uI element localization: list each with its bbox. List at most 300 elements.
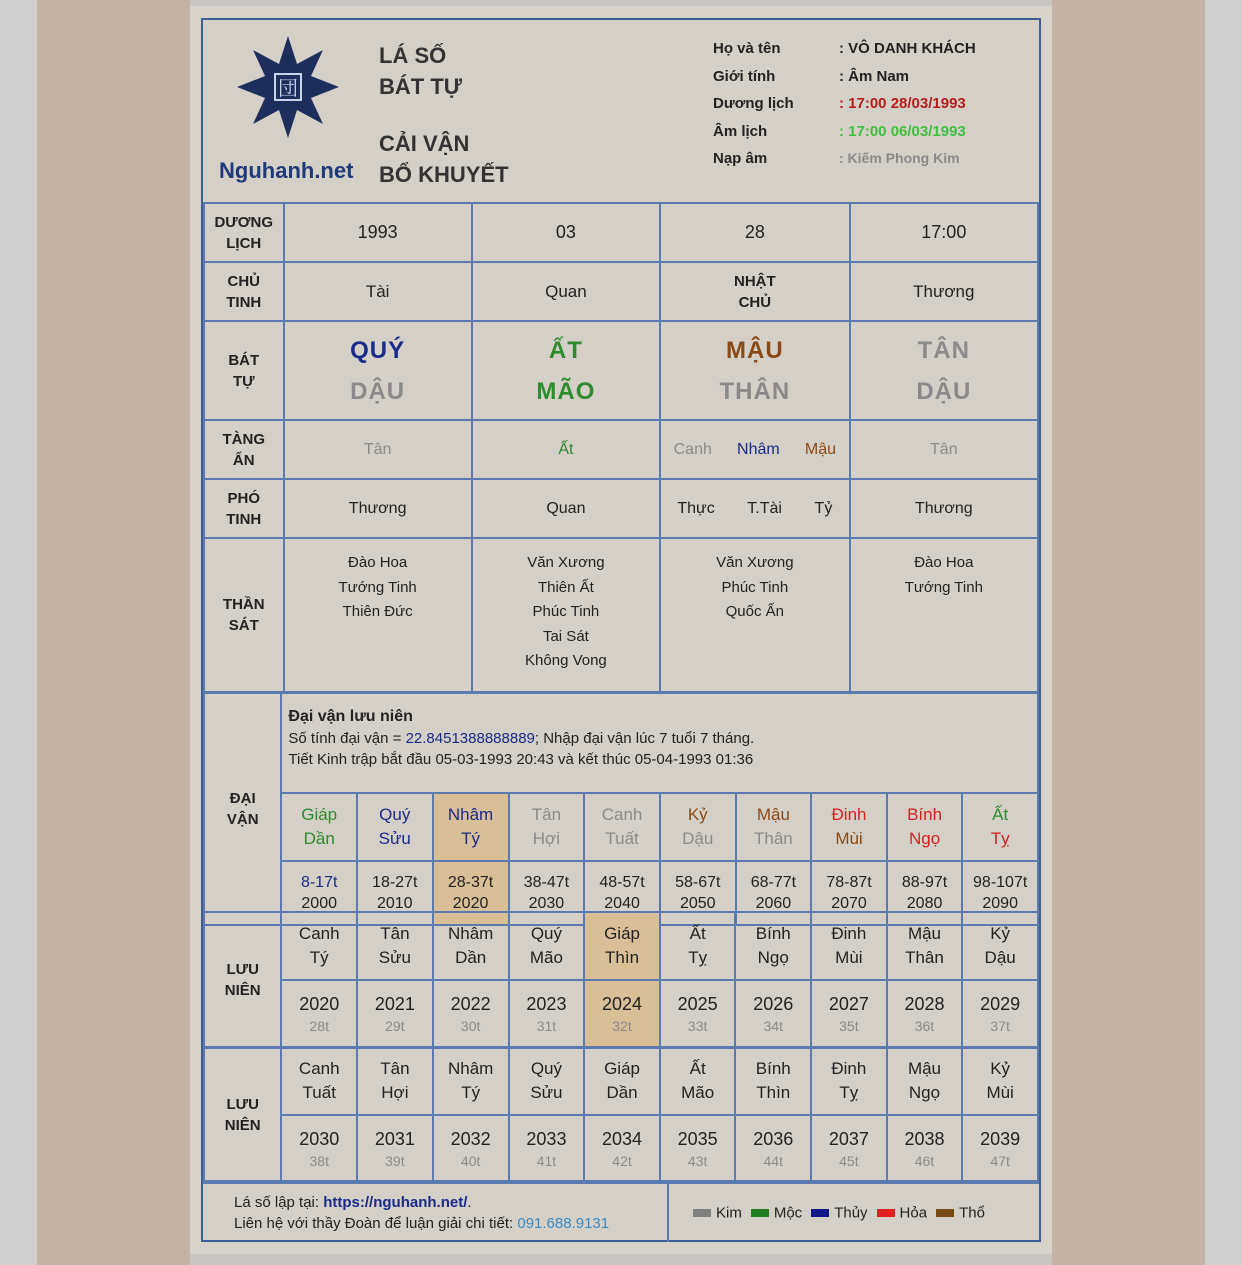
annual-year-cell[interactable] bbox=[433, 980, 509, 1048]
annual-age: 45t bbox=[839, 1153, 859, 1169]
chu-tinh-row-cell bbox=[472, 262, 660, 321]
annual-year-cell[interactable] bbox=[887, 1115, 963, 1183]
annual-year-cell[interactable] bbox=[281, 980, 357, 1048]
row-label-text: PHÓ bbox=[227, 489, 261, 507]
legend-swatch bbox=[936, 1209, 954, 1217]
dai-van-info-row bbox=[204, 693, 1038, 793]
annual-branch: Dần bbox=[455, 948, 487, 967]
annual-branch: Tuất bbox=[302, 1083, 336, 1102]
annual-year: 2028 bbox=[904, 994, 945, 1014]
annual-pillar-cell[interactable] bbox=[811, 1047, 887, 1115]
annual-stem: Giáp bbox=[604, 1059, 640, 1078]
website-link[interactable]: https://nguhanh.net/ bbox=[323, 1194, 468, 1211]
cycle-branch: Thân bbox=[754, 829, 793, 848]
row-label-text: TÀNG bbox=[222, 430, 265, 448]
annual-branch: Ngọ bbox=[908, 1083, 941, 1102]
annual-year-row bbox=[204, 1115, 1038, 1183]
annual-year: 2021 bbox=[374, 994, 415, 1014]
row-label bbox=[204, 321, 284, 420]
annual-age: 40t bbox=[460, 1153, 481, 1169]
annual-stem: Bính bbox=[755, 1059, 791, 1078]
la-so-sheet bbox=[201, 18, 1041, 1242]
secondary-star: Quan bbox=[546, 499, 586, 517]
annual-branch: Ngọ bbox=[757, 948, 789, 967]
earthly-branch: DẬU bbox=[916, 377, 972, 405]
cycle-year: 2010 bbox=[376, 895, 413, 912]
row-label-text: BÁT bbox=[228, 351, 260, 369]
cycle-stem: Kỷ bbox=[687, 805, 708, 824]
pho-tinh-row-cell bbox=[850, 479, 1038, 538]
earthly-branch: THÂN bbox=[719, 377, 791, 405]
annual-pillar-cell[interactable] bbox=[962, 912, 1038, 980]
cycle-age: 48-57t bbox=[599, 874, 645, 891]
site-name: Nguhanh.net bbox=[219, 158, 354, 183]
annual-stem: Tân bbox=[380, 924, 410, 943]
annual-age: 43t bbox=[687, 1153, 708, 1169]
secondary-star: Thực bbox=[677, 499, 715, 517]
dai-van-calc-line bbox=[288, 728, 1037, 749]
bat-tu-row-cell bbox=[850, 321, 1038, 420]
info-row bbox=[713, 95, 1033, 123]
cycle-stem: Quý bbox=[379, 805, 411, 824]
annual-branch: Dậu bbox=[984, 948, 1016, 967]
tang-an-row bbox=[204, 420, 1038, 479]
annual-branch: Thìn bbox=[605, 948, 640, 967]
cycle-cell[interactable] bbox=[887, 793, 963, 861]
annual-stem-row bbox=[204, 1047, 1038, 1115]
annual-pillar-cell[interactable] bbox=[962, 1047, 1038, 1115]
annual-year-cell[interactable] bbox=[433, 1115, 509, 1183]
row-label-text: LƯU bbox=[226, 1096, 259, 1113]
legend-swatch bbox=[693, 1209, 711, 1217]
legend-item bbox=[811, 1204, 867, 1221]
row-label bbox=[204, 203, 284, 262]
annual-age: 39t bbox=[385, 1153, 405, 1169]
annual-stem-row bbox=[204, 912, 1038, 980]
duong-lich-row bbox=[204, 203, 1038, 262]
row-label bbox=[204, 912, 281, 1048]
legend-label: Kim bbox=[716, 1204, 742, 1222]
annual-pillar-cell[interactable] bbox=[887, 1047, 963, 1115]
annual-pillar-cell[interactable] bbox=[584, 912, 660, 980]
annual-branch: Tý bbox=[309, 948, 329, 967]
cycle-year: 2020 bbox=[452, 895, 489, 912]
annual-year: 2026 bbox=[753, 994, 794, 1014]
secondary-star: Thương bbox=[914, 499, 973, 517]
info-value: : Kiếm Phong Kim bbox=[839, 150, 960, 166]
cycle-cell[interactable] bbox=[736, 793, 812, 861]
annual-branch: Tý bbox=[461, 1083, 481, 1102]
spirit-star: Thiên Đức bbox=[342, 603, 413, 621]
annual-stem: Kỷ bbox=[990, 1059, 1011, 1078]
annual-age: 36t bbox=[914, 1018, 935, 1034]
annual-age: 47t bbox=[990, 1153, 1010, 1169]
info-value: : 17:00 28/03/1993 bbox=[839, 95, 966, 112]
day-master-label: NHẬT bbox=[734, 272, 776, 290]
solar-value: 28 bbox=[744, 222, 765, 242]
cycle-cell[interactable] bbox=[433, 793, 509, 861]
legend-swatch bbox=[811, 1209, 829, 1217]
annual-year: 2039 bbox=[980, 1129, 1021, 1149]
annual-pillar-cell[interactable] bbox=[660, 1047, 736, 1115]
earthly-branch: MÃO bbox=[536, 377, 596, 405]
hidden-stem: Tân bbox=[363, 440, 392, 458]
info-label: Dương lịch bbox=[713, 95, 794, 112]
cycle-branch: Dậu bbox=[682, 829, 714, 848]
annual-year-cell[interactable] bbox=[811, 1115, 887, 1183]
annual-branch: Sửu bbox=[378, 948, 411, 967]
page-margin-right bbox=[1205, 0, 1242, 1265]
annual-branch: Thìn bbox=[756, 1083, 791, 1102]
tang-an-row-cell bbox=[284, 420, 472, 479]
cycle-cell[interactable] bbox=[281, 793, 357, 861]
annual-year: 2036 bbox=[753, 1129, 794, 1149]
annual-pillar-cell[interactable] bbox=[509, 1047, 585, 1115]
hidden-stem: Nhâm bbox=[737, 440, 780, 458]
annual-age: 31t bbox=[536, 1018, 557, 1034]
legend-item bbox=[936, 1204, 985, 1221]
annual-year-cell[interactable] bbox=[357, 980, 433, 1048]
row-label-text: VẬN bbox=[226, 811, 259, 828]
annual-year: 2027 bbox=[828, 994, 869, 1014]
chu-tinh-row-cell bbox=[284, 262, 472, 321]
info-value: : VÔ DANH KHÁCH bbox=[839, 40, 976, 57]
cycle-age: 38-47t bbox=[523, 874, 570, 891]
cycle-year: 2000 bbox=[301, 895, 337, 912]
page-margin-left bbox=[0, 0, 37, 1265]
annual-stem: Ất bbox=[689, 924, 706, 943]
annual-branch: Tỵ bbox=[839, 1083, 859, 1102]
annual-pillar-cell[interactable] bbox=[281, 912, 357, 980]
contact-prefix: Liên hệ với thầy Đoàn để luận giải chi tiết: bbox=[234, 1215, 518, 1232]
spirit-star: Phúc Tinh bbox=[532, 603, 600, 621]
personal-info bbox=[713, 40, 1033, 178]
cycle-stem: Nhâm bbox=[447, 805, 494, 824]
annual-age: 35t bbox=[839, 1018, 859, 1034]
annual-branch: Thân bbox=[905, 948, 944, 967]
annual-year: 2031 bbox=[374, 1129, 415, 1149]
info-value: : 17:00 06/03/1993 bbox=[839, 122, 966, 140]
spirit-star: Không Vong bbox=[525, 652, 607, 670]
annual-stem: Quý bbox=[530, 1059, 563, 1078]
chu-tinh-row bbox=[204, 262, 1038, 321]
footer bbox=[203, 1180, 1039, 1242]
cycle-age: 88-97t bbox=[901, 874, 948, 891]
info-label: Họ và tên bbox=[713, 40, 781, 57]
dai-van-info bbox=[281, 693, 1038, 793]
cycle-year: 2030 bbox=[528, 895, 565, 912]
row-label bbox=[204, 479, 284, 538]
annual-year: 2037 bbox=[828, 1129, 869, 1149]
annual-stem: Mậu bbox=[907, 924, 942, 943]
solar-value: 17:00 bbox=[921, 222, 967, 242]
heavenly-stem: TÂN bbox=[917, 336, 970, 364]
annual-stem: Quý bbox=[530, 924, 563, 943]
secondary-stars bbox=[851, 500, 1037, 518]
annual-year-cell[interactable] bbox=[887, 980, 963, 1048]
spirit-star: Quốc Ấn bbox=[725, 603, 785, 621]
legend-label: Hỏa bbox=[899, 1204, 928, 1222]
pho-tinh-row bbox=[204, 479, 1038, 538]
annual-branch: Mùi bbox=[835, 948, 863, 967]
row-label bbox=[204, 262, 284, 321]
chu-tinh-row-cell bbox=[850, 262, 1038, 321]
annual-age: 38t bbox=[309, 1153, 329, 1169]
pho-tinh-row-cell bbox=[472, 479, 660, 538]
annual-year-cell[interactable] bbox=[509, 1115, 585, 1183]
cycle-age: 68-77t bbox=[750, 874, 797, 891]
cycle-stem: Tân bbox=[531, 805, 562, 824]
dai-van-heading: Đại vận lưu niên bbox=[288, 708, 413, 725]
annual-year: 2038 bbox=[904, 1129, 945, 1149]
calc-prefix: Số tính đại vận = bbox=[288, 730, 406, 747]
annual-age: 42t bbox=[612, 1153, 632, 1169]
annual-year: 2035 bbox=[677, 1129, 718, 1149]
legend-swatch bbox=[751, 1209, 769, 1217]
cycle-cell[interactable] bbox=[584, 793, 660, 861]
phone-link[interactable]: 091.688.9131 bbox=[517, 1215, 610, 1232]
annual-pillar-cell[interactable] bbox=[735, 1047, 811, 1115]
cycle-age: 28-37t bbox=[447, 874, 494, 891]
annual-age: 44t bbox=[763, 1153, 783, 1169]
annual-year: 2024 bbox=[602, 994, 643, 1014]
row-label-text: ẨN bbox=[232, 451, 255, 469]
annual-pillar-cell[interactable] bbox=[357, 912, 433, 980]
spirit-star: Tai Sát bbox=[542, 627, 589, 645]
main-star: Tài bbox=[365, 281, 390, 301]
cycle-cell[interactable] bbox=[357, 793, 433, 861]
annual-age: 37t bbox=[990, 1018, 1010, 1034]
logo bbox=[235, 34, 341, 140]
annual-stem: Nhâm bbox=[447, 1059, 494, 1078]
annual-year: 2025 bbox=[677, 994, 718, 1014]
pho-tinh-row-cell bbox=[660, 479, 850, 538]
cycle-age: 8-17t bbox=[300, 874, 338, 891]
row-label-text: ĐẠI bbox=[229, 790, 256, 807]
annual-stem: Giáp bbox=[604, 924, 640, 943]
annual-branch: Hợi bbox=[381, 1083, 409, 1102]
solar-value: 1993 bbox=[357, 222, 398, 242]
chu-tinh-row-cell bbox=[660, 262, 850, 321]
hidden-stems bbox=[285, 441, 471, 459]
annual-stem: Bính bbox=[755, 924, 791, 943]
bat-tu-row bbox=[204, 321, 1038, 420]
heavenly-stem: MẬU bbox=[726, 336, 784, 364]
cycle-stem: Ất bbox=[992, 805, 1009, 824]
row-label-text: NIÊN bbox=[224, 982, 261, 999]
subtitle-line-2: BỔ KHUYẾT bbox=[379, 162, 509, 187]
title-line-1: LÁ SỐ bbox=[379, 43, 447, 68]
hidden-stem: Tân bbox=[930, 440, 958, 458]
row-label bbox=[204, 693, 281, 925]
cycle-stem: Mậu bbox=[756, 805, 790, 824]
annual-pillar-cell[interactable] bbox=[433, 1047, 509, 1115]
calc-suffix: ; Nhập đại vận lúc 7 tuổi 7 tháng. bbox=[534, 730, 755, 747]
footer-line-1 bbox=[234, 1194, 472, 1211]
cycle-year: 2080 bbox=[906, 895, 943, 912]
cycle-age: 78-87t bbox=[826, 874, 872, 891]
annual-year-cell[interactable] bbox=[357, 1115, 433, 1183]
row-label bbox=[204, 1047, 281, 1183]
annual-pillar-cell[interactable] bbox=[433, 912, 509, 980]
hidden-stems bbox=[851, 441, 1037, 459]
dai-van-cycle-row bbox=[204, 793, 1038, 861]
footer-line-2 bbox=[234, 1215, 609, 1232]
duong-lich-row-cell bbox=[472, 203, 660, 262]
annual-year: 2020 bbox=[299, 994, 340, 1014]
duong-lich-row-cell bbox=[850, 203, 1038, 262]
luu-nien-table-1 bbox=[203, 911, 1039, 1049]
cycle-stem: Canh bbox=[601, 805, 643, 824]
cycle-year: 2060 bbox=[755, 895, 792, 912]
cycle-stem: Đinh bbox=[831, 805, 867, 824]
tang-an-row-cell bbox=[472, 420, 660, 479]
row-label-text: LƯU bbox=[226, 961, 259, 978]
legend-label: Mộc bbox=[773, 1204, 803, 1222]
annual-age: 32t bbox=[612, 1018, 632, 1034]
cycle-branch: Hợi bbox=[532, 829, 560, 848]
secondary-star: Thương bbox=[348, 499, 407, 517]
cycle-year: 2070 bbox=[831, 895, 867, 912]
annual-year-cell[interactable] bbox=[660, 980, 736, 1048]
cycle-year: 2050 bbox=[679, 895, 716, 912]
annual-year: 2033 bbox=[526, 1129, 567, 1149]
row-label-text: CHỦ bbox=[227, 272, 260, 290]
legend-item bbox=[693, 1204, 742, 1221]
annual-year-cell[interactable] bbox=[584, 980, 660, 1048]
annual-year-cell[interactable] bbox=[962, 1115, 1038, 1183]
annual-pillar-cell[interactable] bbox=[281, 1047, 357, 1115]
annual-year: 2022 bbox=[450, 994, 491, 1014]
annual-pillar-cell[interactable] bbox=[584, 1047, 660, 1115]
annual-year-row bbox=[204, 980, 1038, 1048]
info-row bbox=[713, 123, 1033, 151]
annual-stem: Canh bbox=[298, 1059, 340, 1078]
annual-year: 2034 bbox=[602, 1129, 643, 1149]
row-label-text: DƯƠNG bbox=[214, 213, 274, 231]
than-sat-row-cell bbox=[850, 538, 1038, 692]
cycle-age: 58-67t bbox=[675, 874, 721, 891]
annual-age: 34t bbox=[763, 1018, 783, 1034]
row-label-text: TINH bbox=[226, 510, 262, 528]
cycle-cell[interactable] bbox=[660, 793, 736, 861]
info-value: : Âm Nam bbox=[839, 67, 910, 85]
tang-an-row-cell bbox=[660, 420, 850, 479]
title-line-2: BÁT TỰ bbox=[379, 74, 463, 99]
annual-age: 30t bbox=[460, 1018, 481, 1034]
cycle-branch: Ngọ bbox=[908, 829, 941, 848]
annual-branch: Sửu bbox=[530, 1083, 563, 1102]
annual-branch: Tỵ bbox=[688, 948, 708, 967]
calc-value: 22.8451388888889 bbox=[405, 730, 535, 747]
spirit-star: Đào Hoa bbox=[914, 554, 974, 571]
info-row bbox=[713, 68, 1033, 96]
annual-year-cell[interactable] bbox=[735, 980, 811, 1048]
annual-pillar-cell[interactable] bbox=[357, 1047, 433, 1115]
solar-term-line: Tiết Kinh trập bắt đầu 05-03-1993 20:43 và kết thúc 05-04-1993 01:36 bbox=[288, 751, 754, 768]
hidden-stems bbox=[661, 441, 849, 459]
annual-stem: Ất bbox=[689, 1059, 706, 1078]
row-label-text: THẦN bbox=[222, 596, 265, 613]
day-master-label: CHỦ bbox=[738, 293, 772, 311]
annual-branch: Mão bbox=[529, 948, 563, 967]
annual-year: 2023 bbox=[526, 994, 567, 1014]
annual-year-cell[interactable] bbox=[735, 1115, 811, 1183]
annual-year-cell[interactable] bbox=[281, 1115, 357, 1183]
info-label: Âm lịch bbox=[713, 122, 768, 140]
annual-pillar-cell[interactable] bbox=[811, 912, 887, 980]
cycle-cell[interactable] bbox=[509, 793, 585, 861]
annual-pillar-cell[interactable] bbox=[509, 912, 585, 980]
solar-value: 03 bbox=[555, 222, 576, 242]
subtitle-line-1: CẢI VẬN bbox=[379, 131, 470, 156]
secondary-stars bbox=[473, 500, 659, 518]
logo-glyph: 団 bbox=[278, 76, 298, 100]
element-legend bbox=[693, 1204, 994, 1222]
secondary-stars bbox=[661, 500, 849, 518]
info-row bbox=[713, 150, 1033, 178]
legend-swatch bbox=[877, 1209, 895, 1217]
annual-stem: Tân bbox=[380, 1059, 410, 1078]
cycle-year: 2090 bbox=[982, 895, 1018, 912]
spirit-star: Văn Xương bbox=[527, 554, 605, 571]
annual-year-cell[interactable] bbox=[584, 1115, 660, 1183]
annual-stem: Mậu bbox=[907, 1059, 942, 1078]
secondary-stars bbox=[285, 500, 471, 518]
bat-tu-row-cell bbox=[660, 321, 850, 420]
cycle-cell[interactable] bbox=[811, 793, 887, 861]
chart-title bbox=[379, 40, 462, 102]
decorative-side-panel-left bbox=[37, 0, 190, 1265]
annual-age: 29t bbox=[385, 1018, 405, 1034]
cycle-age: 18-27t bbox=[372, 874, 418, 891]
cycle-branch: Tỵ bbox=[990, 829, 1010, 848]
row-label-text: SÁT bbox=[228, 617, 259, 634]
annual-pillar-cell[interactable] bbox=[660, 912, 736, 980]
secondary-star: T.Tài bbox=[747, 499, 782, 517]
cycle-cell[interactable] bbox=[962, 793, 1038, 861]
pillars-table bbox=[203, 202, 1039, 693]
annual-year: 2030 bbox=[299, 1129, 340, 1149]
cycle-branch: Tý bbox=[461, 829, 480, 848]
main-star: Thương bbox=[913, 281, 975, 301]
annual-year-cell[interactable] bbox=[962, 980, 1038, 1048]
footer-vertical-divider bbox=[667, 1182, 669, 1242]
annual-year-cell[interactable] bbox=[811, 980, 887, 1048]
row-label-text: NIÊN bbox=[224, 1117, 261, 1134]
annual-stem: Nhâm bbox=[447, 924, 494, 943]
bat-tu-row-cell bbox=[472, 321, 660, 420]
main-star: Quan bbox=[545, 281, 587, 301]
hidden-stem: Mậu bbox=[804, 440, 837, 458]
annual-year-cell[interactable] bbox=[509, 980, 585, 1048]
annual-year-cell[interactable] bbox=[660, 1115, 736, 1183]
legend-item bbox=[751, 1204, 802, 1221]
annual-year: 2032 bbox=[450, 1129, 491, 1149]
bat-tu-row-cell bbox=[284, 321, 472, 420]
hidden-stem: Ất bbox=[558, 440, 574, 458]
spirit-star: Thiên Ất bbox=[537, 578, 594, 596]
info-label: Giới tính bbox=[713, 67, 776, 85]
spirit-star: Văn Xương bbox=[716, 554, 794, 571]
star-logo-icon bbox=[235, 34, 341, 140]
annual-pillar-cell[interactable] bbox=[887, 912, 963, 980]
tang-an-row-cell bbox=[850, 420, 1038, 479]
annual-stem: Kỷ bbox=[990, 924, 1011, 943]
row-label-text: TỰ bbox=[232, 372, 255, 390]
annual-pillar-cell[interactable] bbox=[735, 912, 811, 980]
duong-lich-row-cell bbox=[284, 203, 472, 262]
